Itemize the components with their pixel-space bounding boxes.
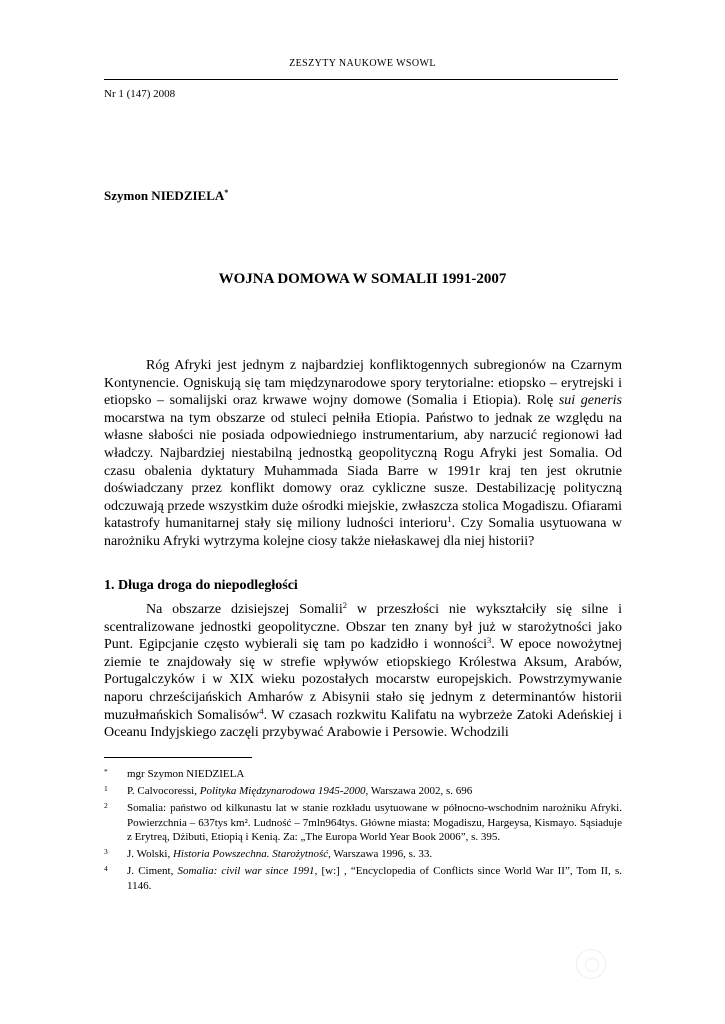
author-footnote-mark: * — [224, 188, 229, 197]
footnote-text: J. Wolski, — [127, 848, 173, 860]
footnote — [104, 801, 622, 845]
watermark-logo — [576, 949, 606, 979]
section-text-1: Na obszarze dzisiejszej Somalii — [146, 602, 343, 617]
footnote-ref-1[interactable]: 1 — [447, 514, 452, 525]
footnote-italic-title: Historia Powszechna. Starożytność — [172, 848, 329, 860]
footnote-mark: * — [104, 767, 108, 776]
journal-title: ZESZYTY NAUKOWE WSOWL — [289, 58, 436, 69]
section-text-2: w przeszłości nie wykształciły się silne i scentralizowane jednostki geopolityczne. Obszar ten znany był już w starożytności jako Punt. Egipcjanie często wybierali się tam po kadzidło i wonności — [104, 602, 622, 653]
intro-text-2: mocarstwa na tym obszarze od stuleci pełniła Etiopia. Państwo to jednak ze względu na własne słabości nie posiada odpowiedniego instrumentarium, aby narzucić regionowi ład władczy. Najbardziej niestabilną jednostką geopolityczną Rogu Afryki jest Somalia. Od czasu obalenia dyktatury Muhammada Siada Barre w 1991r kraj ten jest okrutnie doświadczany przez konflikt domowy oraz cykliczne susze. Destabilizację polityczną odczuwają przede wszystkim duże ośrodki miejskie, zwłaszcza stolica Mogadiszu. Ofiarami katastrofy humanitarnej stały się miliony ludności interioru — [104, 410, 622, 532]
footnote-text: mgr Szymon NIEDZIELA — [127, 768, 245, 780]
article-title: WOJNA DOMOWA W SOMALII 1991-2007 — [218, 271, 507, 287]
author-name: Szymon NIEDZIELA — [104, 188, 225, 203]
section-heading: 1. Długa droga do niepodległości — [104, 578, 298, 593]
footnote — [104, 847, 622, 862]
footnote-text: J. Ciment, — [127, 865, 178, 877]
section-text-3: . W epoce nowożytnej ziemie te znajdowały się w strefie wpływów etiopskiego Królestwa Aksum, Arabów, Portugalczyków i w XIX wieku pozostałych mocarstw europejskich. Powstrzymywanie naporu chrześcijańskich Amharów z Abisynii stało się jednym z determinantów historii muzułmańskich Somalisów — [104, 637, 622, 723]
footnote-separator — [104, 757, 252, 758]
intro-text-1: Róg Afryki jest jednym z najbardziej konfliktogennych subregionów na Czarnym Kontynencie. Ogniskują się tam międzynarodowe spory terytorialne: etiopsko – erytrejski i etiopsko – somalijski oraz krwawe wojny domowe (Somalia i Etiopia). Rolę — [104, 358, 622, 409]
footnote — [104, 784, 622, 799]
footnote-mark: 1 — [104, 784, 108, 793]
header-rule — [104, 79, 618, 80]
footnote-mark: 2 — [104, 801, 108, 810]
intro-text-3: . Czy Somalia usytuowana w narożniku Afryki wytrzyma kolejne ciosy także niełaskawej dla niej historii? — [104, 516, 622, 549]
footnote-italic-title: Somalia: civil war since 1991 — [177, 865, 315, 877]
footnote-text: , Warszawa 2002, s. 696 — [365, 785, 473, 797]
section-text-4: . W czasach rozkwitu Kalifatu na wybrzeże Zatoki Adeńskiej i Oceanu Indyjskiego zaczęli przybywać Arabowie i Persowie. Wchodzili — [104, 707, 622, 741]
issue-number: Nr 1 (147) 2008 — [104, 88, 176, 100]
footnote-text: Somalia: państwo od kilkunastu lat w stanie rozkładu usytuowane w północno-wschodnim narożniku Afryki. Powierzchnia – 637tys km². Ludność – 7mln964tys. Główne miasta: Mogadiszu, Hargeysa, Kismayo. Sąsiaduje z Erytreą, Dżibuti, Etiopią i Kenią. Za: „The Europa World Year Book 2006”, s. 395. — [127, 802, 622, 843]
footnote-ref-2[interactable]: 2 — [342, 600, 347, 610]
footnote-text: P. Calvocoressi, — [127, 785, 200, 797]
intro-italic-term: sui generis — [558, 393, 622, 409]
footnote — [104, 767, 622, 782]
footnote-mark: 4 — [104, 864, 108, 873]
footnote-ref-4[interactable]: 4 — [259, 705, 264, 716]
footnote-ref-3[interactable]: 3 — [486, 635, 492, 646]
section-paragraph — [104, 601, 622, 742]
footnote-text: , [w:] , “Encyclopedia of Conflicts since World War II”, Tom II, s. 1146. — [127, 865, 622, 892]
footnote-text: , Warszawa 1996, s. 33. — [328, 848, 433, 860]
author-line — [104, 188, 228, 204]
footnotes-list — [104, 767, 622, 896]
footnote-mark: 3 — [104, 847, 108, 856]
footnote-italic-title: Polityka Międzynarodowa 1945-2000 — [199, 785, 366, 797]
intro-paragraph — [104, 357, 622, 551]
footnote — [104, 864, 622, 893]
